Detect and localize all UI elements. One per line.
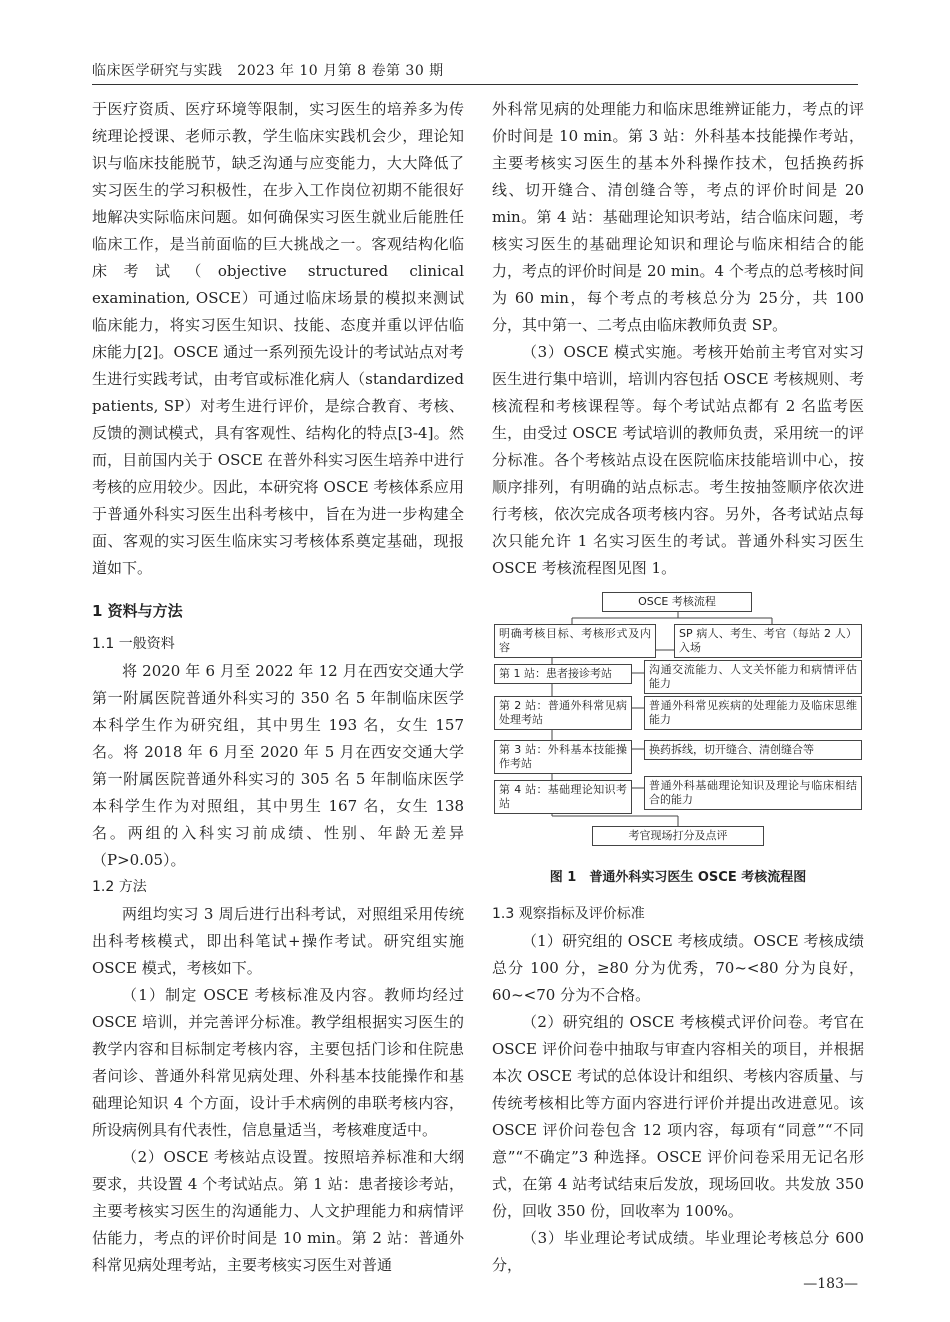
flow-station-4: 第 4 站：基础理论知识考站 (494, 780, 632, 814)
paragraph: （3）OSCE 模式实施。考核开始前主考官对实习医生进行集中培训，培训内容包括 OSCE 考核规则、考核流程和考核课程等。每个考试站点都有 2 名监考医生，由受过 OSCE 考试培训的教师负责，采用统一的评分标准。各个考核站点设在医院临床技能培训中心，按顺序排列，有明确的站点标志。考生按抽签顺序依次进行考核，依次完成各项考核内容。另外，各考试站点每次只能允许 1 名实习医生的考试。普通外科实习医生 OSCE 考核流程图见图 1。 (492, 343, 864, 577)
paragraph: （2）研究组的 OSCE 考核模式评价问卷。考官在 OSCE 评价问卷中抽取与审查内容相关的项目，并根据本次 OSCE 考试的总体设计和组织、考核内容质量、与传统考核相比等方面内容进行评价并提出改进意见。该 OSCE 评价问卷包含 12 项内容，每项有“同意”“不同意”“不确定”3 种选择。OSCE 评价问卷采用无记名形式，在第 4 站考试结束后发放，现场回收。共发放 350 份，回收 350 份，回收率为 100%。 (492, 1013, 864, 1220)
flowchart-figure (492, 590, 864, 860)
flow-desc-1: 沟通交流能力、人文关怀能力和病情评估能力 (644, 660, 862, 694)
flow-left-head: 明确考核目标、考核形式及内容 (494, 624, 656, 658)
subsection-heading: 1.1 一般资料 (92, 636, 175, 652)
figure-caption: 图 1 普通外科实习医生 OSCE 考核流程图 (549, 870, 807, 885)
journal-name: 临床医学研究与实践 (92, 63, 223, 79)
running-header (92, 60, 444, 80)
section-heading: 1 资料与方法 (92, 602, 183, 620)
header-rule (92, 84, 858, 85)
flow-right-head: SP 病人、考生、考官（每站 2 人）入场 (674, 624, 862, 658)
paragraph: 于医疗资质、医疗环境等限制，实习医生的培养多为传统理论授课、老师示教，学生临床实践机会少，理论知识与临床技能脱节，缺乏沟通与应变能力，大大降低了实习医生的学习积极性，在步入工作岗位初期不能很好地解决实际临床问题。如何确保实习医生就业后能胜任临床工作，是当前面临的巨大挑战之一。客观结构化临床考试（objective structured clinical examination, OSCE）可通过临床场景的模拟来测试临床能力，将实习医生知识、技能、态度并重以评估临床能力[2]。OSCE 通过一系列预先设计的考试站点对考生进行实践考试，由考官或标准化病人（standardized patients, SP）对考生进行评价，是综合教育、考核、反馈的测试模式，具有客观性、结构化的特点[3-4]。然而，目前国内关于 OSCE 在普外科实习医生培养中进行考核的应用较少。因此，本研究将 OSCE 考核体系应用于普通外科实习医生出科考核中，旨在为进一步构建全面、客观的实习医生临床实习考核体系奠定基础，现报道如下。 (92, 100, 464, 577)
page-number: —183— (803, 1276, 858, 1292)
paragraph: 外科常见病的处理能力和临床思维辨证能力，考点的评价时间是 10 min。第 3 站：外科基本技能操作考站，主要考核实习医生的基本外科操作技术，包括换药拆线、切开缝合、清创缝合等，考点的评价时间是 20 min。第 4 站：基础理论知识考站，结合临床问题，考核实习医生的基础理论知识和理论与临床相结合的能力，考点的评价时间是 20 min。4 个考点的总考核时间为 60 min，每个考点的考核总分为 25分，共 100 分，其中第一、二考点由临床教师负责 SP。 (492, 100, 864, 334)
paragraph: （1）研究组的 OSCE 考核成绩。OSCE 考核成绩总分 100 分，≥80 分为优秀，70~<80 分为良好，60~<70 分为不合格。 (492, 932, 864, 1004)
right-column (492, 96, 864, 1279)
paragraph: （2）OSCE 考核站点设置。按照培养标准和大纲要求，共设置 4 个考试站点。第 1 站：患者接诊考站，主要考核实习医生的沟通能力、人文护理能力和病情评估能力，考点的评价时间是 10 min。第 2 站：普通外科常见病处理考站，主要考核实习医生对普通 (92, 1148, 464, 1274)
flow-station-1: 第 1 站：患者接诊考站 (494, 664, 632, 684)
subsection-heading: 1.2 方法 (92, 879, 147, 895)
paragraph: 两组均实习 3 周后进行出科考试，对照组采用传统出科考核模式，即出科笔试+操作考试。研究组实施 OSCE 模式，考核如下。 (92, 905, 464, 977)
left-column (92, 96, 464, 1279)
flow-start: OSCE 考核流程 (602, 592, 752, 612)
paragraph: （1）制定 OSCE 考核标准及内容。教师均经过 OSCE 培训，并完善评分标准。教学组根据实习医生的教学内容和目标制定考核内容，主要包括门诊和住院患者问诊、普通外科常见病处理、外科基本技能操作和基础理论知识 4 个方面，设计手术病例的串联考核内容，所设病例具有代表性，信息量适当，考核难度适中。 (92, 986, 464, 1139)
flow-station-3: 第 3 站：外科基本技能操作考站 (494, 740, 632, 774)
paragraph: 将 2020 年 6 月至 2022 年 12 月在西安交通大学第一附属医院普通外科实习的 350 名 5 年制临床医学本科学生作为研究组，其中男生 193 名，女生 157 名。将 2018 年 6 月至 2020 年 5 月在西安交通大学第一附属医院普通外科实习的 305 名 5 年制临床医学本科学生作为对照组，其中男生 167 名，女生 138 名。两组的入科实习前成绩、性别、年龄无差异（P>0.05）。 (92, 662, 464, 869)
paragraph: （3）毕业理论考试成绩。毕业理论考核总分 600 分， (492, 1229, 864, 1274)
flow-station-2: 第 2 站：普通外科常见病处理考站 (494, 696, 632, 730)
issue-info: 2023 年 10 月第 8 卷第 30 期 (237, 63, 444, 79)
flow-desc-2: 普通外科常见疾病的处理能力及临床思维能力 (644, 696, 862, 730)
flow-desc-4: 普通外科基础理论知识及理论与临床相结合的能力 (644, 776, 862, 810)
flow-desc-3: 换药拆线，切开缝合、清创缝合等 (644, 740, 862, 760)
subsection-heading: 1.3 观察指标及评价标准 (492, 906, 645, 922)
flow-end: 考官现场打分及点评 (592, 826, 764, 846)
